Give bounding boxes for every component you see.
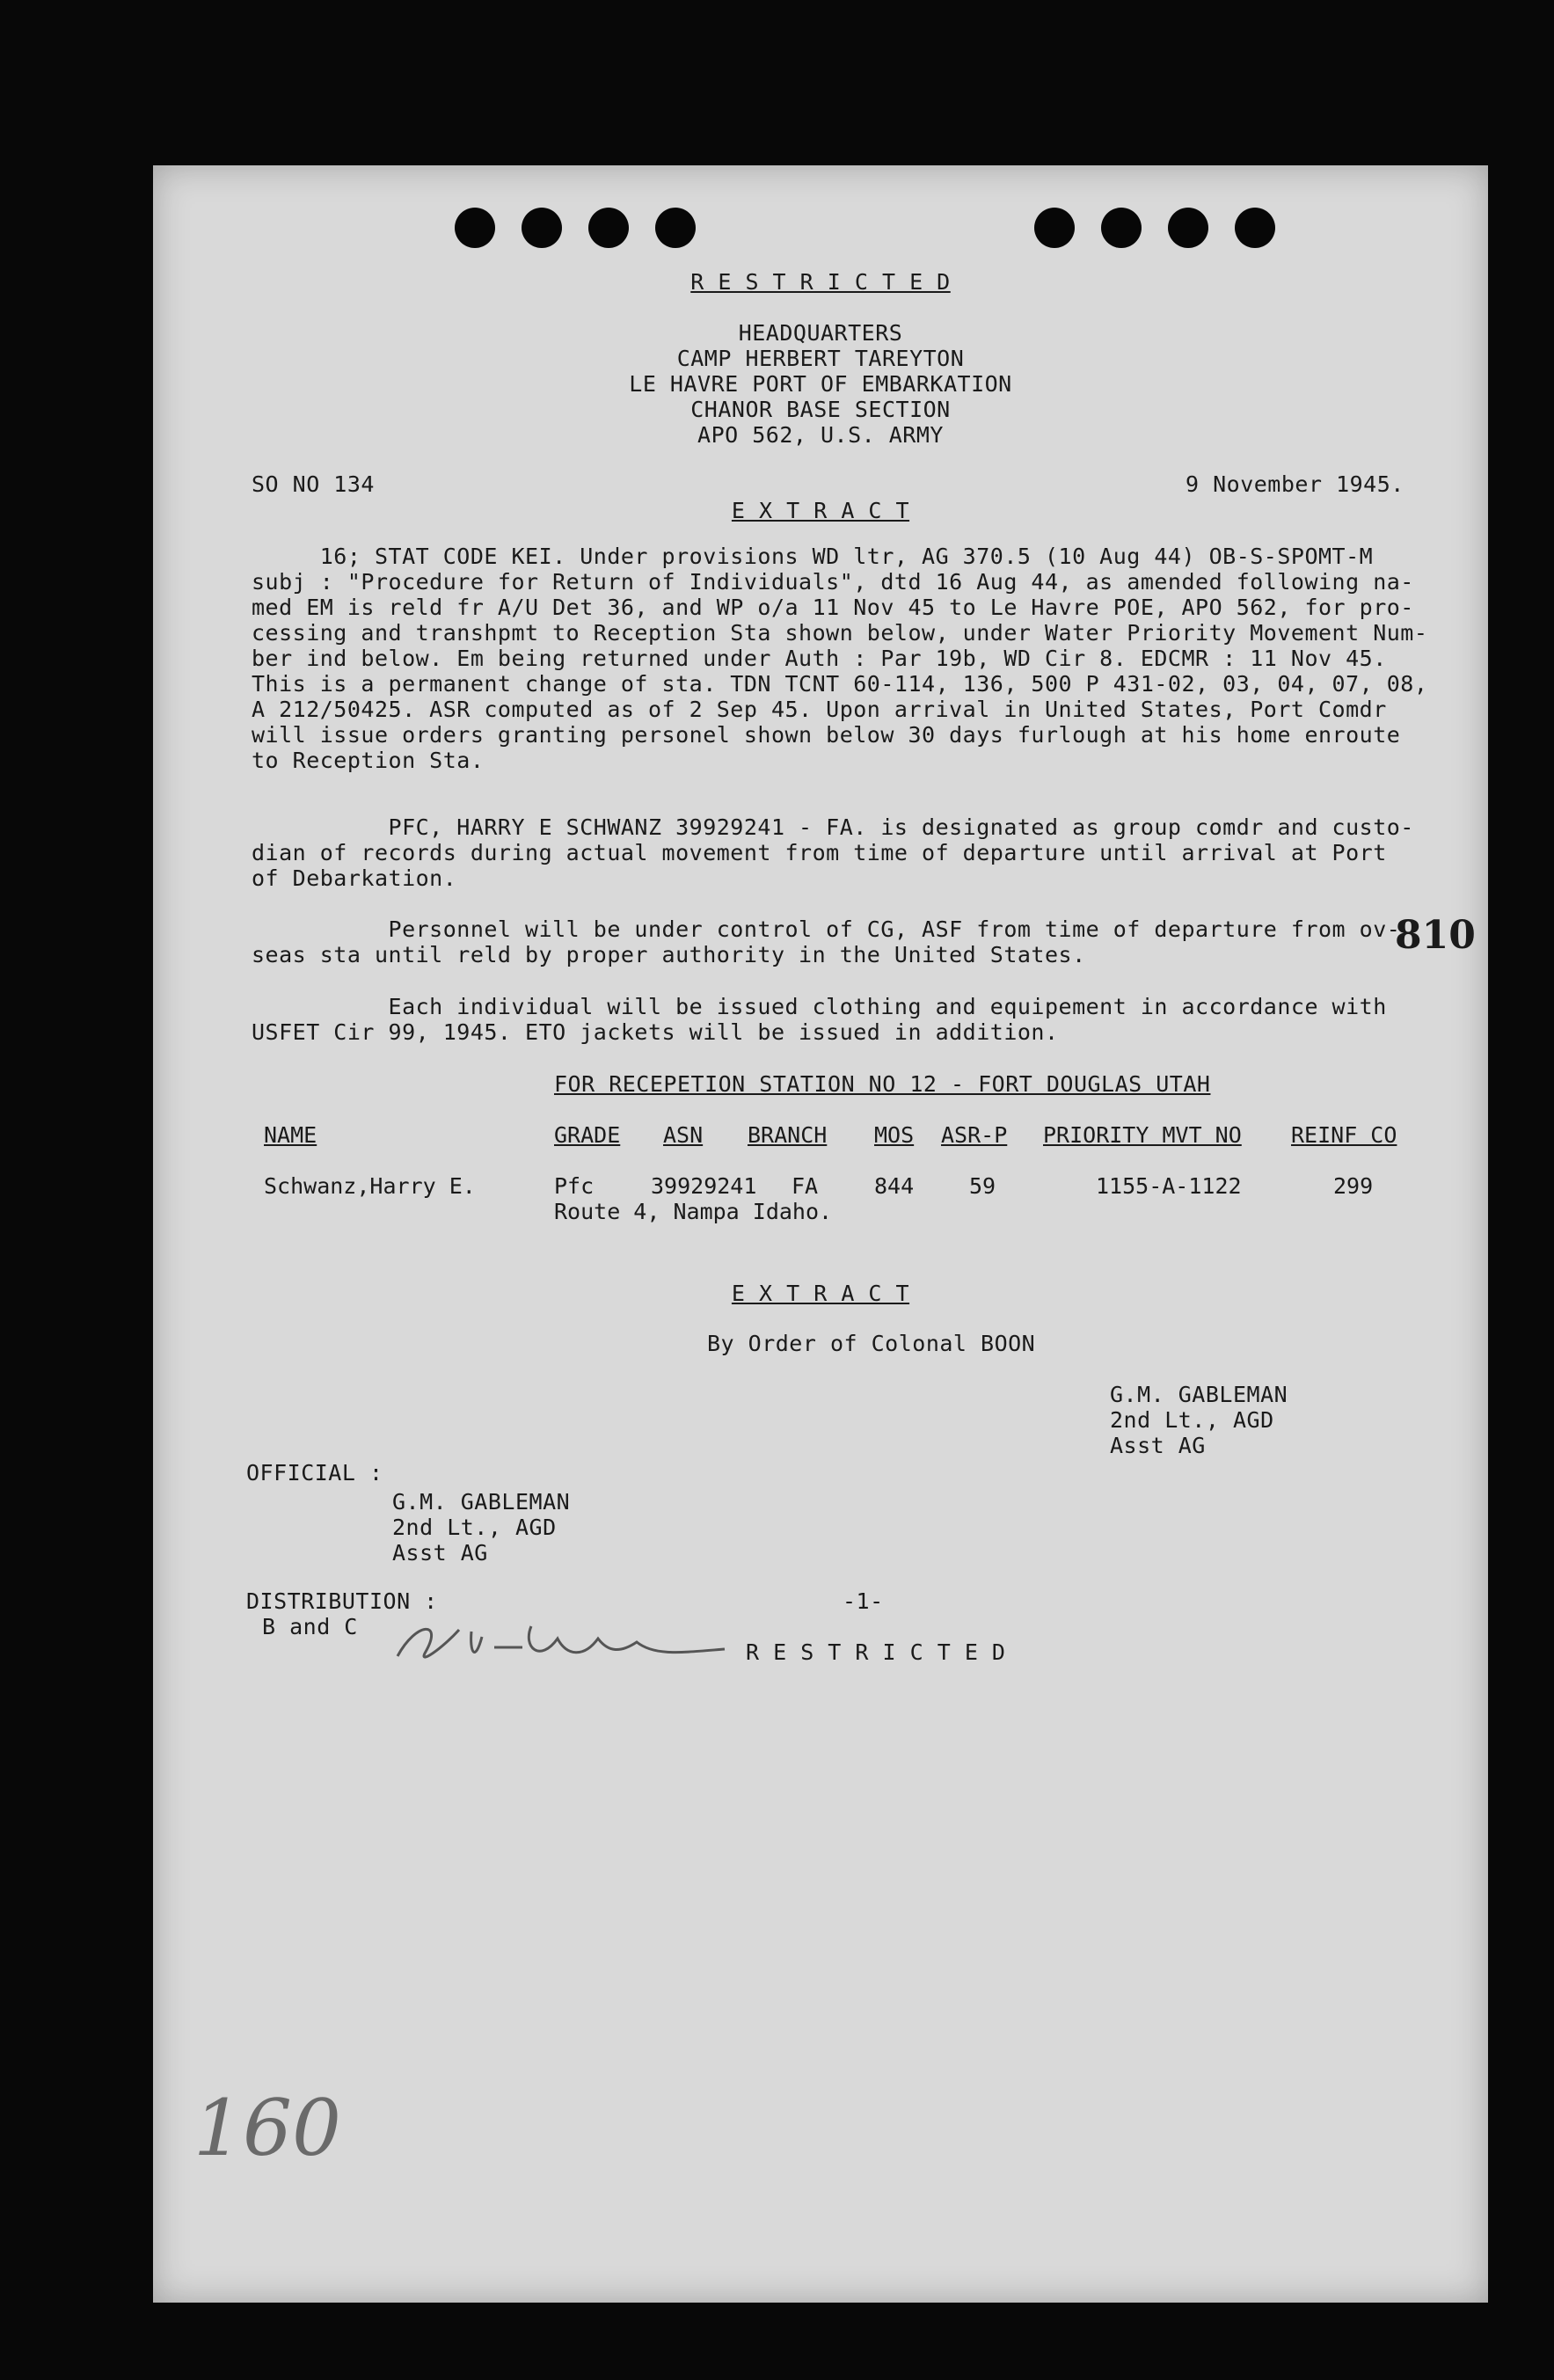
hq-line: LE HAVRE PORT OF EMBARKATION [629, 371, 1012, 397]
stamp-number: 810 [1395, 913, 1476, 958]
table-header: MOS [874, 1122, 915, 1148]
paragraph-line: dian of records during actual movement from time of departure until arrival at Port [252, 840, 1387, 865]
hq-line: CHANOR BASE SECTION [690, 397, 951, 422]
official-line: G.M. GABLEMAN [392, 1489, 571, 1515]
restricted-heading: R E S T R I C T E D [690, 269, 951, 295]
official-line: 2nd Lt., AGD [392, 1515, 557, 1540]
footer-restricted: R E S T R I C T E D [746, 1639, 1006, 1665]
hq-line: APO 562, U.S. ARMY [697, 422, 944, 448]
by-order-line: By Order of Colonal BOON [707, 1331, 1036, 1356]
punch-hole [522, 208, 562, 248]
paragraph-line: Each individual will be issued clothing and equipement in accordance with [252, 994, 1387, 1019]
paragraph-line: USFET Cir 99, 1945. ETO jackets will be issued in addition. [252, 1019, 1059, 1045]
paragraph-line: A 212/50425. ASR computed as of 2 Sep 45. Upon arrival in United States, Port Comdr [252, 697, 1387, 722]
paragraph-line: subj : "Procedure for Return of Individuals", dtd 16 Aug 44, as amended following na- [252, 569, 1414, 595]
paragraph-line: cessing and transhpmt to Reception Sta shown below, under Water Priority Movement Num- [252, 620, 1428, 646]
table-cell: 844 [874, 1173, 915, 1199]
extract-title: E X T R A C T [731, 498, 910, 523]
table-header: REINF CO [1291, 1122, 1397, 1148]
table-cell: 59 [969, 1173, 996, 1199]
table-cell: Pfc [554, 1173, 595, 1199]
punch-hole [455, 208, 495, 248]
table-cell: 39929241 [651, 1173, 757, 1199]
hq-line: CAMP HERBERT TAREYTON [676, 346, 965, 371]
table-cell: 299 [1333, 1173, 1374, 1199]
document-page [153, 165, 1488, 2303]
handwritten-page-number: 160 [193, 2083, 341, 2173]
paragraph-line: will issue orders granting personel shown below 30 days furlough at his home enroute [252, 722, 1401, 748]
signer-line: 2nd Lt., AGD [1110, 1407, 1274, 1433]
so-number: SO NO 134 [252, 471, 375, 497]
punch-hole [655, 208, 696, 248]
paragraph-line: ber ind below. Em being returned under Auth : Par 19b, WD Cir 8. EDCMR : 11 Nov 45. [252, 646, 1387, 671]
document-date: 9 November 1945. [1186, 471, 1404, 497]
signer-line: Asst AG [1110, 1433, 1206, 1458]
punch-hole [1235, 208, 1275, 248]
table-header: ASR-P [941, 1122, 1008, 1148]
signer-line: G.M. GABLEMAN [1110, 1382, 1288, 1407]
table-cell: 1155-A-1122 [1096, 1173, 1242, 1199]
table-header: ASN [663, 1122, 704, 1148]
official-line: Asst AG [392, 1540, 488, 1566]
table-header: BRANCH [748, 1122, 828, 1148]
paragraph-line: Personnel will be under control of CG, ASF from time of departure from ov- [252, 916, 1401, 942]
punch-hole [1034, 208, 1075, 248]
paragraph-line: This is a permanent change of sta. TDN TCNT 60-114, 136, 500 P 431-02, 03, 04, 07, 08, [252, 671, 1428, 697]
paragraph-line: med EM is reld fr A/U Det 36, and WP o/a 11 Nov 45 to Le Havre POE, APO 562, for pro- [252, 595, 1414, 620]
paragraph-line: seas sta until reld by proper authority in the United States. [252, 942, 1086, 967]
punch-holes-left [455, 208, 696, 248]
punch-hole [588, 208, 629, 248]
distribution-value: B and C [262, 1614, 358, 1639]
paragraph-line: PFC, HARRY E SCHWANZ 39929241 - FA. is designated as group comdr and custo- [252, 814, 1414, 840]
table-cell: FA [792, 1173, 819, 1199]
table-header: NAME [264, 1122, 317, 1148]
punch-holes-right [1034, 208, 1275, 248]
table-header: PRIORITY MVT NO [1043, 1122, 1242, 1148]
official-label: OFFICIAL : [246, 1460, 383, 1486]
hq-line: HEADQUARTERS [738, 320, 903, 346]
punch-hole [1168, 208, 1208, 248]
table-cell: Schwanz,Harry E. [264, 1173, 476, 1199]
reception-station: FOR RECEPETION STATION NO 12 - FORT DOUGLAS UTAH [554, 1071, 1211, 1097]
distribution-label: DISTRIBUTION : [246, 1588, 438, 1614]
page-number: -1- [843, 1588, 884, 1614]
paragraph-line: 16; STAT CODE KEI. Under provisions WD ltr, AG 370.5 (10 Aug 44) OB-S-SPOMT-M [252, 544, 1374, 569]
handwritten-signature [390, 1612, 733, 1674]
paragraph-line: to Reception Sta. [252, 748, 485, 773]
footer-extract-title: E X T R A C T [731, 1281, 910, 1306]
table-header: GRADE [554, 1122, 621, 1148]
table-address: Route 4, Nampa Idaho. [554, 1199, 833, 1224]
paragraph-line: of Debarkation. [252, 865, 457, 891]
punch-hole [1101, 208, 1142, 248]
